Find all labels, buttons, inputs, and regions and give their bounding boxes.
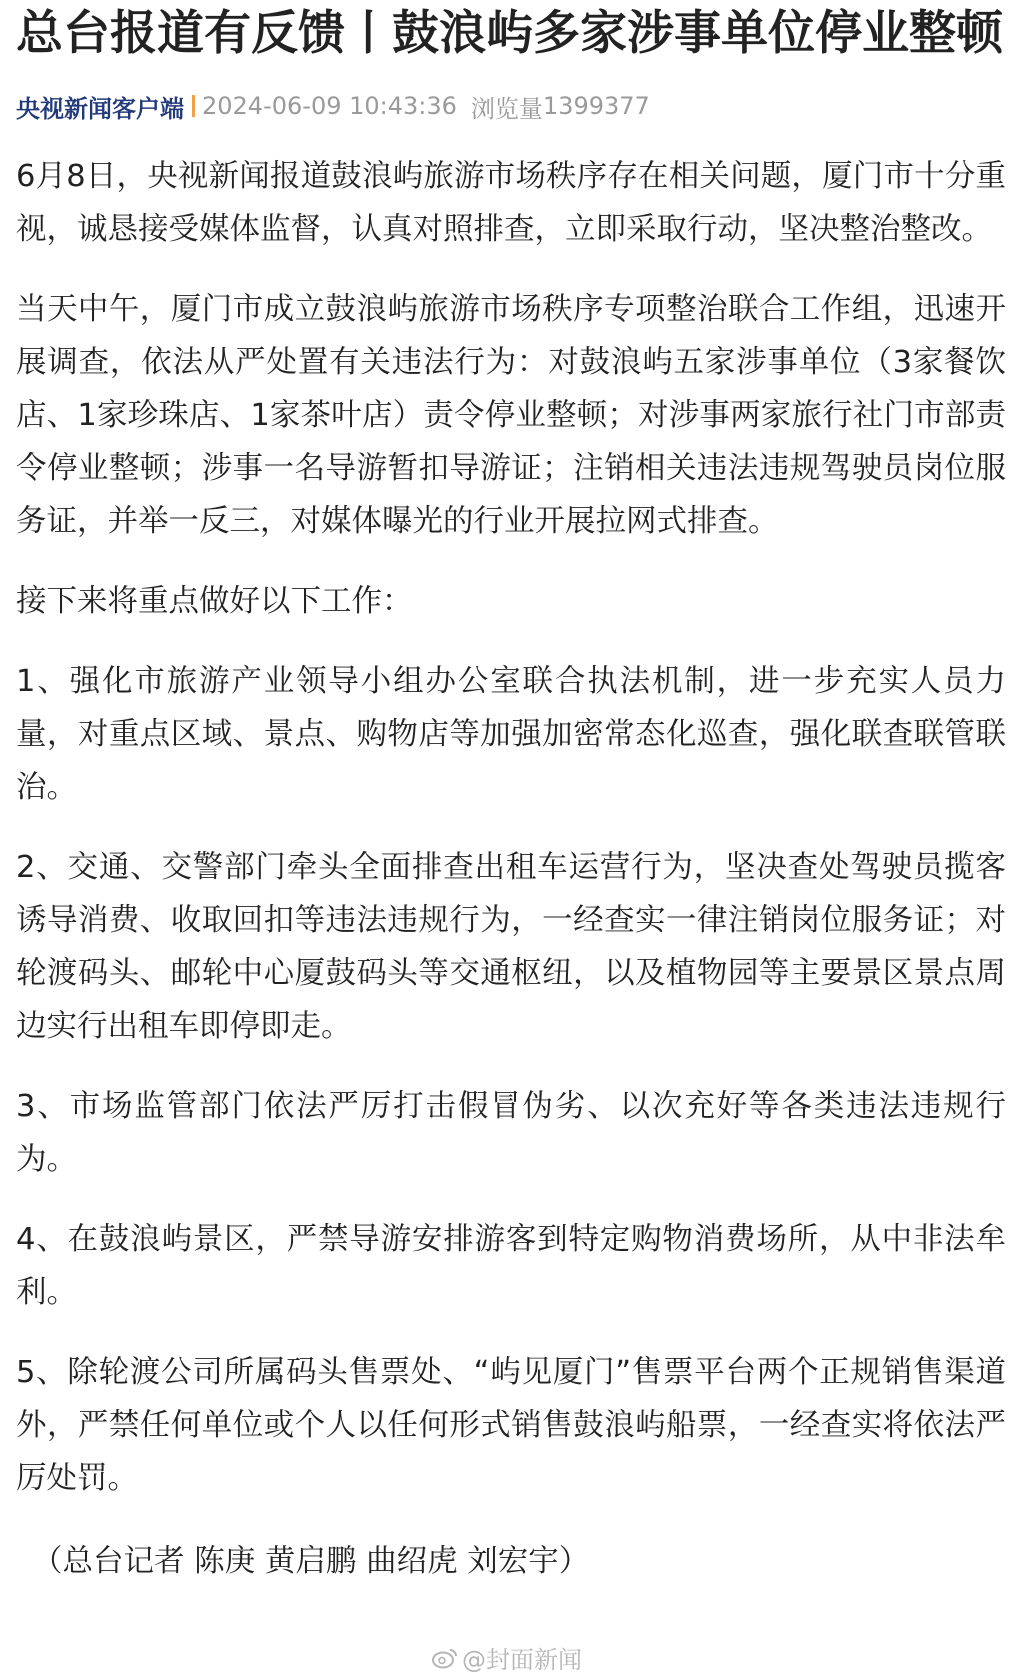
source-name[interactable]: 央视新闻客户端 [16,94,184,123]
article-title: 总台报道有反馈丨鼓浪屿多家涉事单位停业整顿 [16,6,1003,61]
paragraph: 4、在鼓浪屿景区，严禁导游安排游客到特定购物消费场所，从中非法牟利。 [16,1222,1006,1310]
meta-divider [192,95,195,117]
weibo-icon [432,1647,458,1669]
views-count: 1399377 [542,92,650,120]
paragraph: 2、交通、交警部门牵头全面排查出租车运营行为，坚决查处驾驶员揽客诱导消费、收取回扣等违法违规行为，一经查实一律注销岗位服务证；对轮渡码头、邮轮中心厦鼓码头等交通枢纽，以及植物园等主要景区景点周边实行出租车即停即走。 [16,850,1006,1044]
watermark-text: @封面新闻 [462,1646,582,1674]
paragraph: 5、除轮渡公司所属码头售票处、“屿见厦门”售票平台两个正规销售渠道外，严禁任何单位或个人以任何形式销售鼓浪屿船票，一经查实将依法严厉处罚。 [16,1355,1006,1496]
paragraph: 3、市场监管部门依法严厉打击假冒伪劣、以次充好等各类违法违规行为。 [16,1089,1006,1177]
article-meta [16,88,1006,124]
paragraph: 接下来将重点做好以下工作： [16,584,413,619]
watermark [432,1640,582,1675]
paragraph: 当天中午，厦门市成立鼓浪屿旅游市场秩序专项整治联合工作组，迅速开展调查，依法从严处置有关违法行为：对鼓浪屿五家涉事单位（3家餐饮店、1家珍珠店、1家茶叶店）责令停业整顿；对涉事两家旅行社门市部责令停业整顿；涉事一名导游暂扣导游证；注销相关违法违规驾驶员岗位服务证，并举一反三，对媒体曝光的行业开展拉网式排查。 [16,292,1006,539]
views-label: 浏览量 [470,94,543,123]
paragraph: 1、强化市旅游产业领导小组办公室联合执法机制，进一步充实人员力量，对重点区域、景点、购物店等加强加密常态化巡查，强化联查联管联治。 [16,664,1006,805]
paragraph: 6月8日，央视新闻报道鼓浪屿旅游市场秩序存在相关问题，厦门市十分重视，诚恳接受媒体监督，认真对照排查，立即采取行动，坚决整治整改。 [16,159,1006,247]
publish-time: 2024-06-09 10:43:36 [202,92,457,120]
reporter-byline: （总台记者 陈庚 黄启鹏 曲绍虎 刘宏宇） [32,1544,590,1579]
article [16,0,1006,1588]
